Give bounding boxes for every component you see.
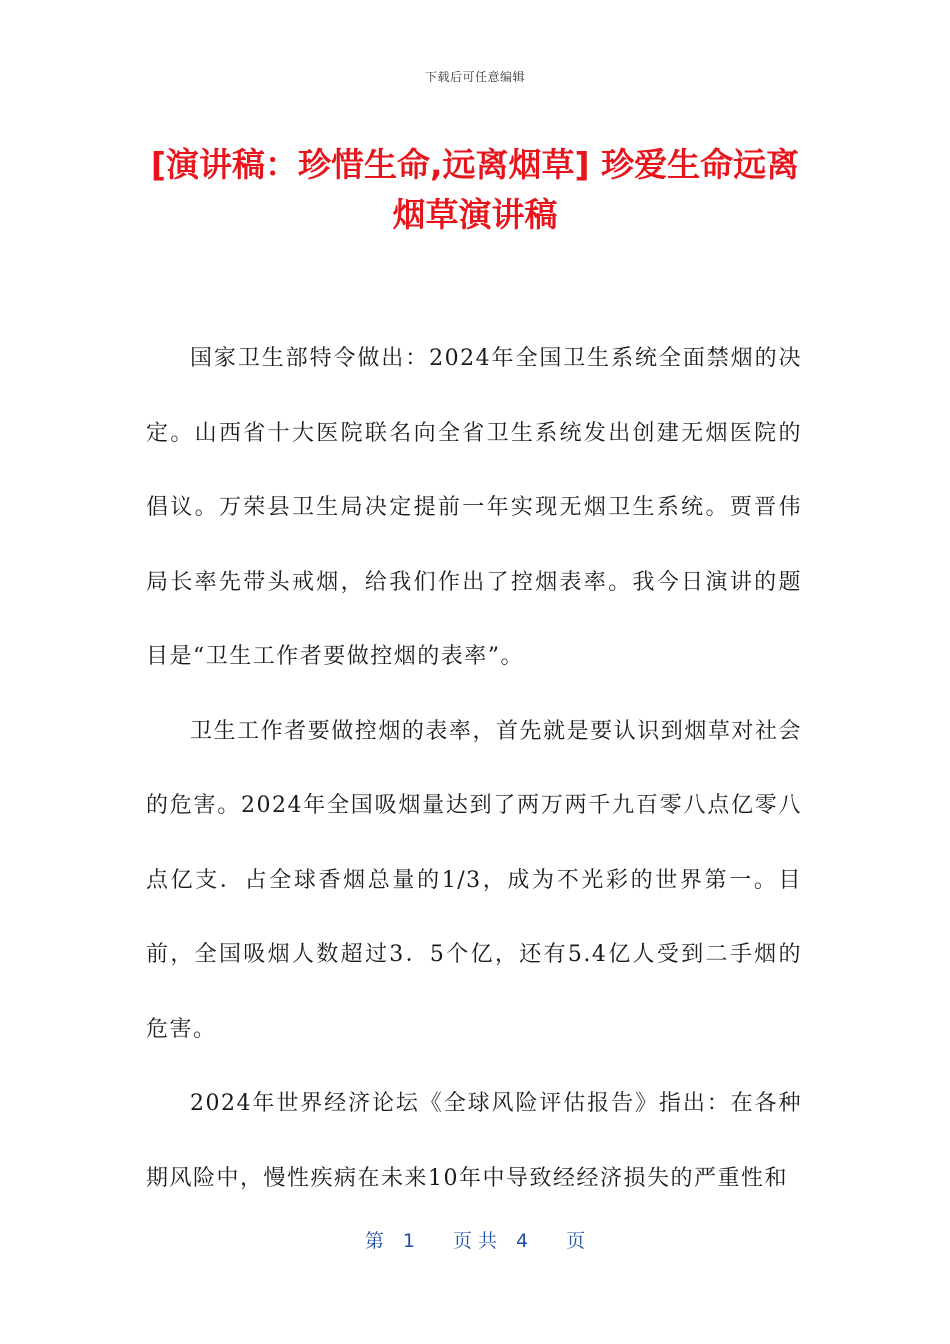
document-title: [演讲稿：珍惜生命,远离烟草] 珍爱生命远离烟草演讲稿	[150, 145, 800, 234]
paragraph-2: 卫生工作者要做控烟的表率，首先就是要认识到烟草对社会的危害。2024年全国吸烟量达到了两万两千九百零八点亿零八点亿支．占全球香烟总量的1/3，成为不光彩的世界第一。目前，全国吸烟人数超过3．5个亿，还有5.4亿人受到二手烟的危害。	[146, 718, 802, 1042]
document-body	[146, 322, 802, 1216]
header-note: 下载后可任意编辑	[424, 70, 525, 84]
paragraph-1: 国家卫生部特令做出：2024年全国卫生系统全面禁烟的决定。山西省十大医院联名向全省卫生系统发出创建无烟医院的倡议。万荣县卫生局决定提前一年实现无烟卫生系统。贾晋伟局长率先带头戒烟，给我们作出了控烟表率。我今日演讲的题目是“卫生工作者要做控烟的表率”。	[146, 346, 802, 669]
page-number-footer: 第 1 页 共 4 页	[364, 1230, 586, 1252]
paragraph-3: 2024年世界经济论坛《全球风险评估报告》指出：在各种期风险中，慢性疾病在未来10年中导致经经济损失的严重性和	[146, 1091, 802, 1191]
